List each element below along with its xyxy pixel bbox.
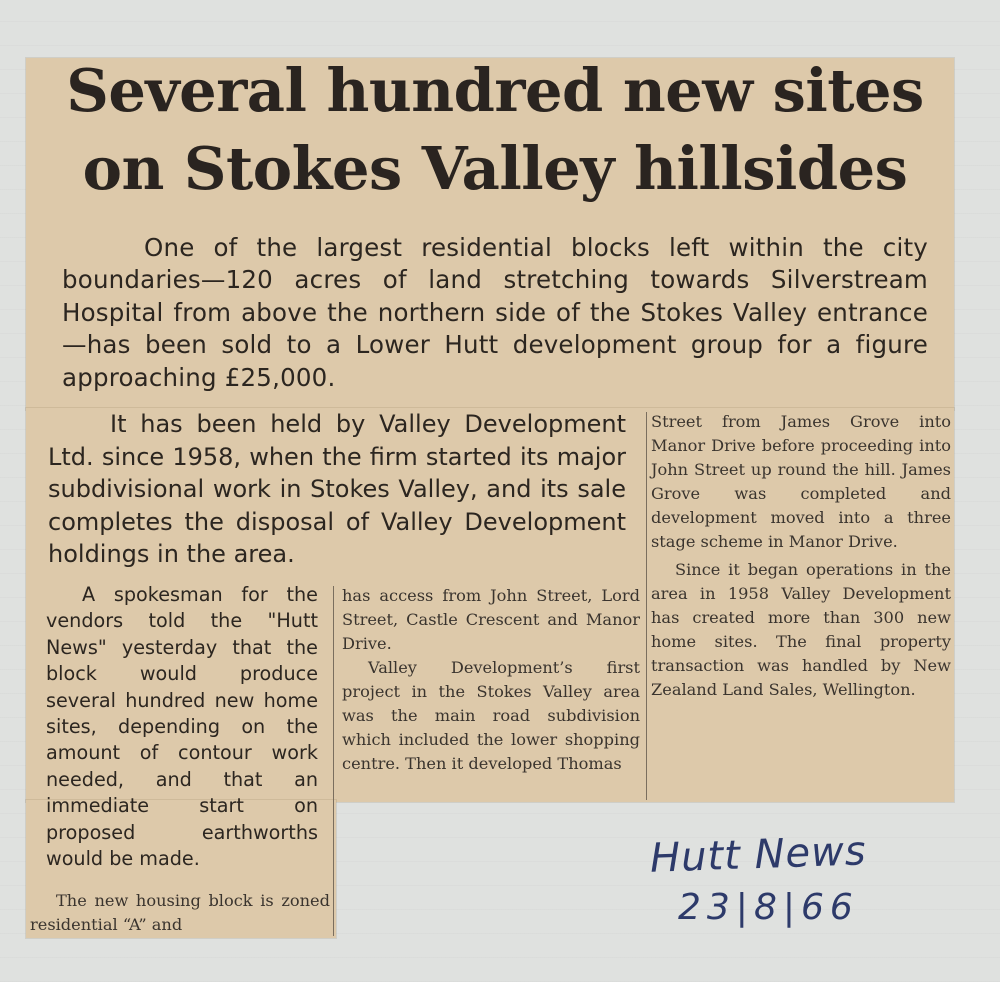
column-two-paragraph: Valley Development’s first project in the Stokes Valley area was the main road subdivision which included the lower shopping centre. Then it developed Thomas [342,658,640,773]
headline: Several hundred new sites on Stokes Valley hillsides [66,56,924,203]
column-three-paragraph: Street from James Grove into Manor Drive before proceeding into John Street up round the hill. James Grove was completed and development moved into a three stage scheme in Manor Drive. [651,412,951,551]
column-rule [333,586,334,936]
third-paragraph: A spokesman for the vendors told the "Hutt News" yesterday that the block would produce several hundred new home sites, depending on the amount of contour work needed, and that an immediate start on proposed earthworths would be made. [46,583,318,871]
handwritten-date-note: 23|8|66 [678,887,859,928]
column-three-paragraph: Since it began operations in the area in 1958 Valley Development has created more than 300 new home sites. The final property transaction was handled by New Zealand Land Sales, Wellington. [651,560,951,699]
handwritten-source-note: Hutt News [649,828,868,882]
fourth-paragraph: The new housing block is zoned residential “A” and [30,891,330,934]
lede-paragraph: One of the largest residential blocks left within the city boundaries—120 acres of land stretching towards Silverstream Hospital from above the northern side of the Stokes Valley entrance—has been sold to a Lower Hutt development group for a figure approaching £25,000. [62,233,928,392]
second-paragraph: It has been held by Valley Development Ltd. since 1958, when the firm started its major subdivisional work in Stokes Valley, and its sale completes the disposal of Valley Development holdings in the area. [48,410,626,568]
column-two-paragraph: has access from John Street, Lord Street, Castle Crescent and Manor Drive. [342,586,640,653]
column-three [651,410,951,702]
column-rule [646,412,647,800]
column-two [342,584,640,776]
